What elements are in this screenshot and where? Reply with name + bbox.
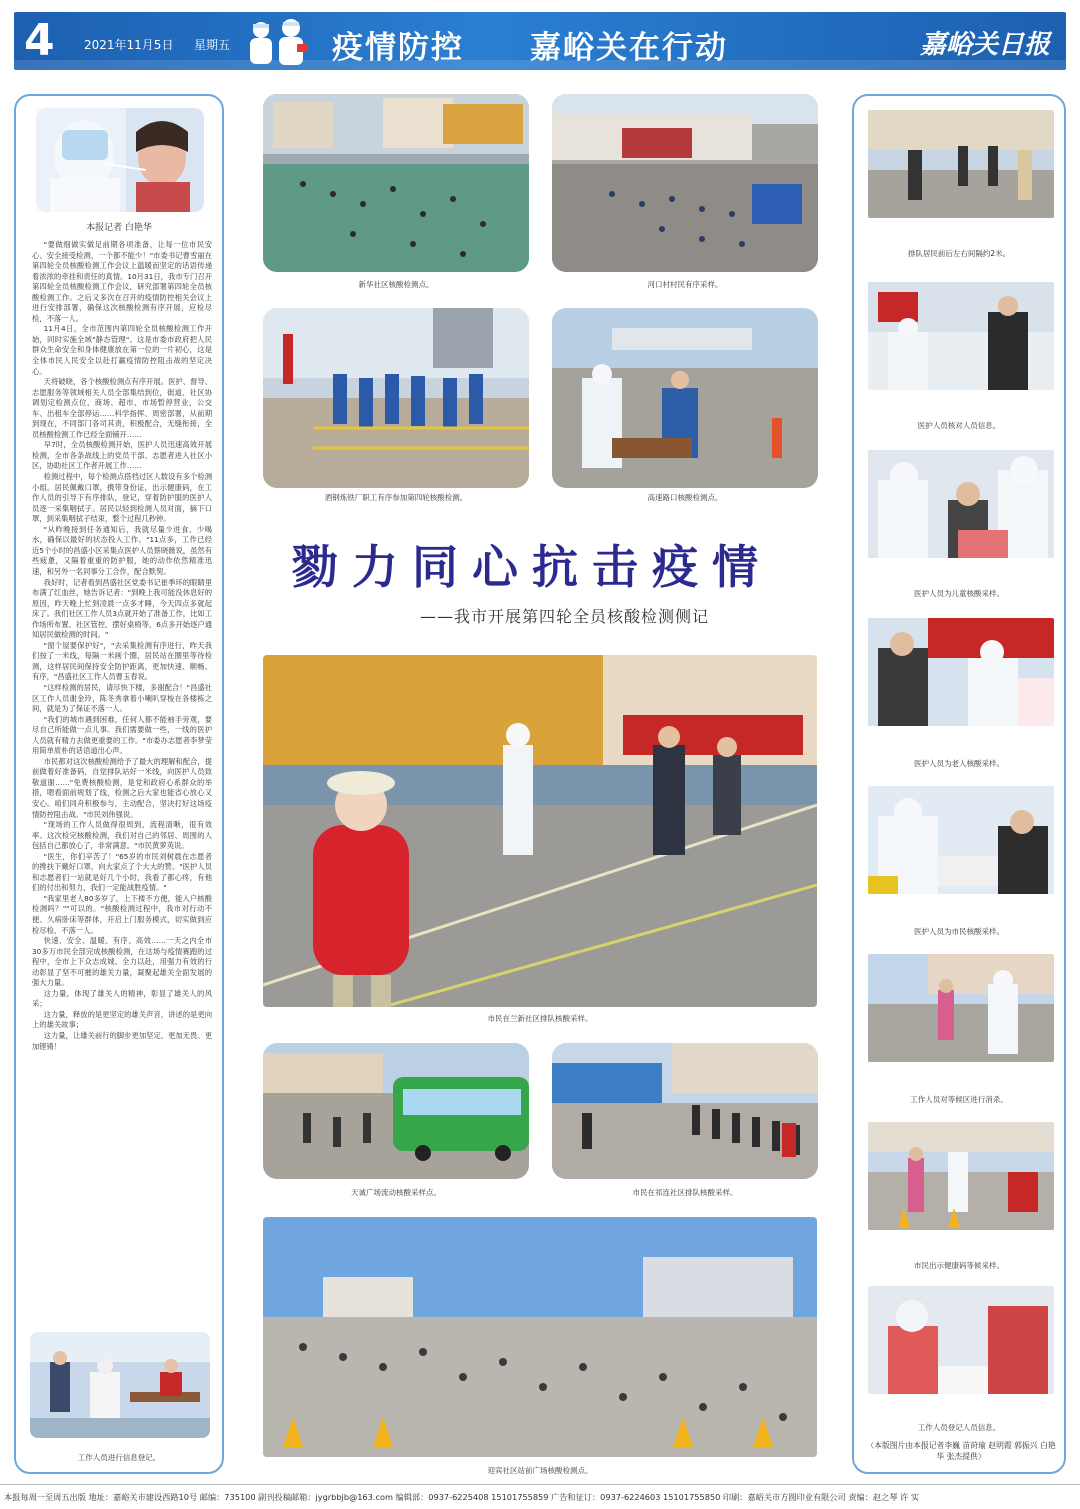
article-paragraph: "我家里老人80多岁了，上下楼不方便，能入户核酸检测吗？""可以的。"核酸检测过程中，我市对行动不便、久病卧床等群体，开启上门服务模式，切实做到应检尽检、不落一人。 (32, 893, 212, 935)
page-number: 4 (24, 15, 55, 66)
photo-caption: 工作人员进行信息登记。 (77, 1453, 161, 1462)
issue-weekday: 星期五 (194, 38, 231, 52)
disinfection-photo (868, 954, 1054, 1062)
section-title-part2: 嘉峪关在行动 (530, 30, 728, 66)
article-paragraph: 这力量，释放的是更坚定的雄关声音，讲述的是更向上的雄关故事； (32, 1009, 212, 1030)
photo-caption: 工作人员登记人员信息。 (917, 1423, 1001, 1432)
station-plaza-queue-photo (263, 1217, 817, 1457)
reporter-photo (36, 108, 204, 212)
photo-caption: 天诚广场流动核酸采样点。 (351, 1188, 441, 1197)
right-photo-5 (868, 786, 1054, 894)
article-paragraph: "要做细做实做足前期各项准备，让每一位市民安心、安全接受检测，一个都不能少！"市委书记曹雪丽在第四轮全员核酸检测工作会议上温暖而坚定的话语传递着浓浓的牵挂和责任的真情。10月31日，我市专门召开第四轮全员核酸检测工作会议，研究部署第四轮全员核酸检测工作。之后又多次在召开的疫情防控相关会议上进行安排部署，确保这次核酸检测有序开展，应检尽检，不落一人。 (32, 240, 212, 323)
article-paragraph: 市民都对这次核酸检测给予了最大的理解和配合，提前做着好准备码，自觉排队站好一米线，向医护人员致敬道谢……"免费核酸检测，是党和政府心系群众的举措，嗯看面前规划了线，检测之后大家也能省心放心又安心。咱们同舟积极参与，主动配合，坚决打好这场疫情防控阻击战。"市民刘伟强说。 (32, 756, 212, 819)
info-check-photo (868, 282, 1054, 390)
photo-caption: 医护人员为儿童核酸采样。 (914, 589, 1004, 598)
article-paragraph: 检测过程中，每个检测点搭档过区人数设有多个检测小组。居民佩戴口罩，携带身份证，出示健康码，在工作人员的引导下有序排队，登记，穿着防护服的医护人员逐一采集咽拭子。居民以轻到检测人员对面，摘下口罩，到采集咽拭子结束，整个过程几秒钟。 (32, 472, 212, 524)
yingbin-photo (263, 1217, 817, 1457)
jiugang-photo (263, 308, 529, 488)
article-paragraph: "我们的城市遇到困难，任何人都不能袖手旁观，要尽自己所能做一点儿事。我们需要做一些，一线的医护人员就有精力去做更重要的工作。"市委办志愿者李梦莹用简单质朴的话语道出心声。 (32, 714, 212, 756)
left-article-column (14, 94, 224, 1474)
photo-caption: 医护人员为市民核酸采样。 (914, 927, 1004, 936)
article-paragraph: 11月4日，全市范围内第四轮全员核酸检测工作开始，同时实施全域"静态管理"。这是市委市政府把人民群众生命安全和身体健康放在第一位的一片初心，这是全体市民人民安全以赴打赢疫情防控阻击战的坚定决心。 (32, 324, 212, 376)
photo-caption: 排队居民前后左右间隔约2米。 (907, 249, 1011, 258)
highway-checkpoint-photo (552, 308, 818, 488)
article-paragraph: "这样检测的居民，请尽快下楼，多谢配合！"昌盛社区工作人员谢金玲，陈冬秀拿着小喇叭穿梭在各楼栋之间，就是为了保证不落一人。 (32, 682, 212, 714)
right-photo-4 (868, 618, 1054, 726)
issue-date: 2021年11月5日 (84, 38, 174, 52)
child-in-queue-photo (263, 655, 817, 1007)
lanxin-main-photo (263, 655, 817, 1007)
community-queue-photo (552, 1043, 818, 1179)
photo-caption: 市民在祁连社区排队核酸采样。 (632, 1188, 738, 1197)
article-paragraph: 这力量，体现了雄关人的精神，彰显了雄关人的风采； (32, 988, 212, 1009)
queue-square-photo (263, 94, 529, 272)
right-photo-1 (868, 110, 1054, 218)
photo-caption: 迎宾社区站前广场核酸检测点。 (487, 1466, 593, 1475)
page-header (14, 12, 1066, 70)
article-paragraph: 天将破晓，各个核酸检测点有序开展。医护、督导、志愿服务等领域相关人员全部集结到位，街道、社区协调划定检测点位，商场、超市、市场暂停营业，公交车、出租车全部停运……科学指挥、周密部署，从前期到现在，不同部门各司其责，积极配合，无缝衔接，全员核酸检测工作已经全面铺开…… (32, 377, 212, 439)
factory-workers-photo (263, 308, 529, 488)
swab-sampling-photo (36, 108, 204, 212)
article-paragraph: "医生，你们辛苦了！"65岁的市民刘树晨在志愿者的搀扶下戴好口罩，向大家点了个大大的赞。"医护人员和志愿者们一站就是好几个小时，我看了都心疼，有他们的付出和努力，我们一定能战胜疫情。" (32, 851, 212, 893)
photo-caption: 市民在兰新社区排队核酸采样。 (487, 1014, 593, 1023)
right-photo-7 (868, 1122, 1054, 1230)
village-square-photo (552, 94, 818, 272)
article-paragraph: "现场的工作人员做得很周到，流程清晰，很有效率。这次检完核酸检测，我们对自己的邻居、周围的人包括自己都放心了，非常满意。"市民黄萝英说。 (32, 820, 212, 851)
right-photo-column (852, 94, 1066, 1474)
medical-workers-icon (239, 14, 319, 68)
page-footer: 本报每周一至周五出版 地址：嘉峪关市建设西路10号 邮编：735100 副刊投稿邮箱：jygrbbjb@163.com 编辑部：0937-6225408 15101755859 广告和征订：0937-6224603 15101755850 印刷：嘉峪关市方圆印业有限公司 责编：赵之琴 许 实 (0, 1484, 1080, 1509)
photo-caption: 医护人员核对人员信息。 (917, 421, 1001, 430)
elderly-sampling-photo (868, 618, 1054, 726)
article-paragraph: 快速、安全、温暖、有序、高效……一天之内全市30多万市民全部完成核酸检测，在这场与疫情赛跑的过程中，全市上下众志成城、全力以赴，用强力有效的行动彰显了坚不可摧的雄关力量，凝聚起雄关全面发展的强大力量。 (32, 936, 212, 988)
newspaper-logo: 嘉峪关日报 (919, 30, 1050, 60)
health-code-queue-photo (868, 1122, 1054, 1230)
photo-caption: 新华社区核酸检测点。 (358, 280, 434, 289)
article-paragraph: "从昨晚接到任务通知后，我就尽量少进食、少喝水，确保以最好的状态投入工作。"11点多，工作已经近5个小时的昌盛小区采集点医护人员蔡晓薇说，虽然有些疲惫，又隔着重重的防护服，她的动作依然精准迅速，和另外一名同事分工合作，配合默契。 (32, 524, 212, 576)
byline: 本报记者 白艳华 (86, 223, 152, 233)
section-title-part1: 疫情防控 (332, 30, 464, 66)
child-sampling-photo (868, 450, 1054, 558)
photo-credit: （本版图片由本报记者李巍 苗莳瑜 赵明霞 郭振兴 白艳华 张杰提供） (866, 1441, 1056, 1461)
article-body (32, 240, 212, 1052)
subheadline: ——我市开展第四轮全员核酸检测侧记 (420, 607, 710, 626)
registration-scene-photo (30, 1332, 210, 1438)
article-paragraph: 早7时，全员核酸检测开始，医护人员迅速高效开展检测，全市各条战线上的党员干部、志愿者进入社区小区，协助社区工作者开展工作…… (32, 440, 212, 471)
registration-photo (30, 1332, 210, 1438)
spaced-queue-photo (868, 110, 1054, 218)
photo-caption: 河口村村民有序采样。 (647, 280, 723, 289)
right-photo-2 (868, 282, 1054, 390)
chengdong-photo (552, 1043, 818, 1179)
right-photo-6 (868, 954, 1054, 1062)
gaosu-photo (552, 308, 818, 488)
xinhua-photo (263, 94, 529, 272)
registration-worker-photo (868, 1286, 1054, 1394)
main-headline: 勠力同心抗击疫情 (292, 540, 772, 594)
bus-sampling-point-photo (263, 1043, 529, 1179)
photo-caption: 医护人员为老人核酸采样。 (914, 759, 1004, 768)
hekou-photo (552, 94, 818, 272)
photo-caption: 高速路口核酸检测点。 (647, 493, 723, 502)
article-paragraph: 这力量，让雄关前行的脚步更加坚定、更加无畏、更加铿锵！ (32, 1031, 212, 1051)
photo-caption: 酒钢炼铁厂职工有序参加第四轮核酸检测。 (324, 493, 468, 502)
tiancheng-photo (263, 1043, 529, 1179)
photo-caption: 工作人员对等候区进行消杀。 (910, 1095, 1008, 1104)
right-photo-8 (868, 1286, 1054, 1394)
resident-sampling-photo (868, 786, 1054, 894)
article-paragraph: "窗个屋要保护好"，"去采集检测有序进行，昨天我们按了一米线，每隔一米画个圈，居民站在圈里等待检测，这样居民间保持安全防护距离，更加快速、顺畅、有序，"昌盛社区工作人员曹玉春说。 (32, 640, 212, 682)
right-photo-3 (868, 450, 1054, 558)
article-paragraph: 我好时，记者看到昌盛社区党委书记崔季环的眼睛里布满了红血丝，她告诉记者："到晚上我可能没休息好的原因，昨天晚上忙到凌晨一点多才睡，今天四点多就起床了。我们社区工作人员3点就开始了准备工作，比如工作场所布置、社区管控、摆好桌椅等，6点多开始逐户通知居民做检测的时间。" (32, 577, 212, 640)
photo-caption: 市民出示健康码等候采样。 (914, 1261, 1004, 1270)
